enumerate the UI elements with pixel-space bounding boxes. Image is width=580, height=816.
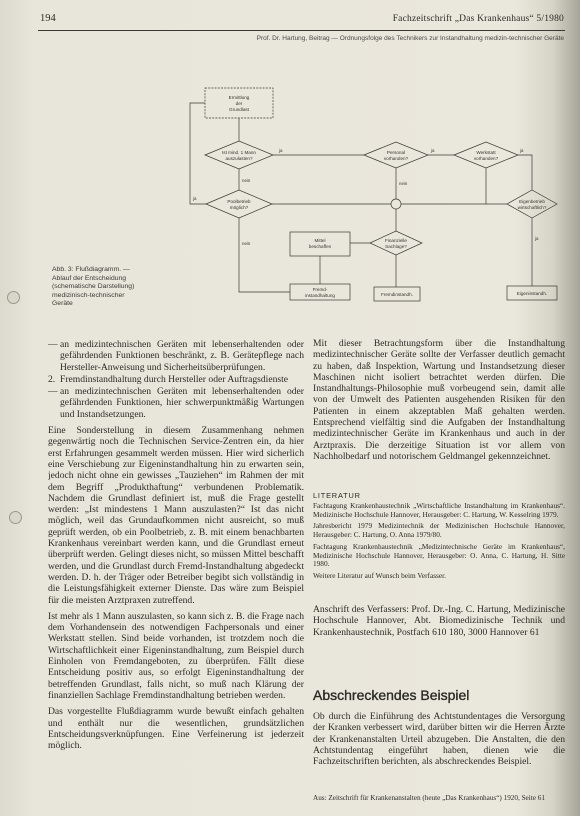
punch-hole-mark	[9, 511, 22, 524]
node-label: Fremd-	[312, 287, 328, 292]
sidebar-source: Aus: Zeitschrift für Krankenanstalten (heute „Das Krankenhaus“) 1920, Seite 61	[313, 794, 545, 802]
edge-label: ja	[431, 148, 435, 153]
list-item-text: an medizintechnischen Geräten mit lebenserhaltenden oder gefährdenden Funktionen, hier schwerpunktmäßig Wartungen und Instandsetzungen.	[60, 386, 304, 420]
figure-caption: Abb. 3: Flußdiagramm. — Ablauf der Entscheidung (schematische Darstellung) medizinisch-technischer Geräte	[52, 266, 135, 308]
reference-item: Fachtagung Krankenhaustechnik „Wirtschaftliche Instandhaltung im Krankenhaus“. Medizinische Hochschule Hannover, Herausgeber: C. Hartung, W. Kesselring 1979.	[313, 501, 565, 519]
right-column-paragraph: Mit dieser Betrachtungsform über die Instandhaltung medizintechnischer Geräte sollte der Verfasser deutlich gemacht zu haben, daß Inspektion, Wartung und Instandsetzung dieser Maschinen nicht isoliert betrachtet werden dürfen. Die Instandhaltungs-Philosophie muß vorbeugend sein, damit alle von der Umwelt des Patienten ausgehenden Risiken für den Patienten in einem akzeptablen Maß gehalten werden. Entsprechend vielfältig sind die Aufgaben der Instandhaltung medizintechnischer Geräte im Krankenhaus und auch in der Arztpraxis. Die derzeitige Situation ist vor allem von Nachholbedarf und notorischem Geldmangel gekennzeichnet.	[313, 338, 565, 462]
node-label: Ermittlung	[228, 95, 250, 100]
node-label: Eigenbetrieb	[519, 199, 545, 204]
edge	[239, 218, 290, 292]
flowchart-edge-labels	[192, 148, 539, 246]
edge-label: nein	[399, 181, 408, 186]
body-paragraph: Ist mehr als 1 Mann auszulasten, so kann sich z. B. die Frage nach dem Vorhandensein des notwendigen Fachpersonals und einer Werkstatt stellen. Sind beide vorhanden, ist trotzdem noch die Wirtschaftlichkeit einer Eigeninstandhaltung, zum Beispiel durch Einholen von Fremdangeboten, zu überprüfen. Fällt diese Entscheidung positiv aus, so erfolgt Eigeninstandhaltung der betreffenden Grundlast, falls nicht, so muß nach Klärung der finanziellen Sachlage Fremdinstandhaltung betrieben werden.	[48, 610, 304, 701]
punch-hole-mark	[7, 291, 20, 304]
header-rule	[38, 30, 565, 31]
junction-node	[391, 199, 401, 209]
sidebar-heading: Abschreckendes Beispiel	[313, 687, 470, 703]
node-label: Poolbetrieb	[227, 199, 251, 204]
edge	[190, 103, 206, 204]
list-item-text: an medizintechnischen Geräten mit lebenserhaltenden oder gefährdenden Funktionen beschränkt, z. B. Gerätepflege nach Hersteller-Anweisung und Sicherheitsüberprüfungen.	[60, 339, 304, 373]
list-marker: —	[48, 386, 58, 398]
node-label: Fremdinstandh.	[381, 292, 413, 297]
edge-label: nein	[242, 178, 251, 183]
literature-heading: LITERATUR	[313, 491, 361, 500]
edge-label: ja	[279, 148, 283, 153]
node-label: beschaffen	[308, 244, 332, 249]
decision-one-man	[205, 141, 273, 169]
decision-pool	[206, 190, 272, 218]
reference-item: Weitere Literatur auf Wunsch beim Verfasser.	[313, 570, 446, 580]
instandhaltung-list	[48, 339, 304, 420]
body-paragraph: Das vorgestellte Flußdiagramm wurde bewußt einfach gehalten und enthält nur die wesentlichen, grundsätzlichen Entscheidungsverknüpfungen. Eine Verfeinerung ist jederzeit möglich.	[48, 706, 304, 752]
edge-label: nein	[242, 241, 251, 246]
decision-economic	[507, 190, 557, 218]
node-label: Eigeninstandh.	[516, 291, 548, 296]
node-label: auszulasten?	[225, 156, 253, 161]
edge-label: ja	[520, 148, 524, 153]
left-column	[48, 339, 304, 814]
body-paragraph: Eine Sonderstellung in diesem Zusammenhang nehmen gegenwärtig noch die Technischen Service-Zentren ein, da hier erst Erfahrungen gesammelt werden müssen. Hier wird sicherlich eine Verschiebung zur Eigeninstandhaltung hin zu erwarten sein, jedoch nicht ohne ein gewisses „Tauziehen“ im Rahmen der mit dem Begriff „Produkthaftung“ verbundenen Problematik. Nachdem die Grundlast definiert ist, muß die Frage gestellt werden: „Ist mindestens 1 Mann auszulasten?“ Ist das nicht möglich, weil das Grundaufkommen nicht ausreicht, so muß geprüft werden, ob ein Poolbetrieb, z. B. mit einem benachbarten Krankenhaus vereinbart werden kann, und die Grundlast erneut überprüft werden. Gelingt dieses nicht, so müssen Mittel beschafft werden, und die Grundlast durch Fremd-Instandhaltung abgedeckt werden. D. h. der Träger oder Betreiber begibt sich vollständig in die Leistungsfähigkeit externer Dienste. Das wäre zum Beispiel für die meisten Arztpraxen zutreffend.	[48, 425, 304, 606]
decision-workshop	[454, 142, 518, 168]
node-label: vorhanden?	[473, 156, 499, 161]
node-label: Sachlage?	[385, 244, 407, 249]
page-number: 194	[40, 13, 56, 24]
edge-label: ja	[535, 236, 539, 241]
article-subhead: Prof. Dr. Hartung, Beitrag — Ordnungsfolge des Technikers zur Instandhaltung medizin-technischer Geräte	[256, 35, 564, 42]
flowchart-edges	[190, 103, 532, 292]
decision-finance	[370, 231, 422, 255]
list-marker: 2.	[48, 373, 56, 385]
decision-staff	[364, 142, 428, 168]
node-label: Finanzielle	[385, 238, 407, 243]
node-label: wirtschaftlich?	[517, 205, 547, 210]
list-marker: —	[48, 339, 58, 350]
edge	[518, 155, 532, 190]
list-item	[48, 374, 304, 385]
reference-list	[313, 502, 565, 583]
list-item	[48, 339, 304, 373]
node-label: möglich?	[229, 205, 249, 210]
list-item-text: Fremdinstandhaltung durch Hersteller oder Auftragsdienste	[60, 373, 289, 385]
sidebar-text: Ob durch die Einführung des Achtstundentages die Versorgung der Kranken verbessert wird, darüber bitten wir die Herren Ärzte der Krankenanstalten Urteil abzugeben. Die Anstalten, die den Achtstundentag eingeführt haben, dienen wie die Fachzeitschriften berichten, als abschreckendes Beispiel.	[313, 711, 565, 768]
flowchart-nodes	[205, 88, 557, 301]
node-label: Personal	[386, 150, 406, 155]
node-label: vorhanden?	[383, 156, 409, 161]
node-label: der	[235, 101, 243, 106]
node-label: Mittel	[314, 238, 326, 243]
edge-label: ja	[193, 196, 197, 201]
node-label: instandhaltung	[305, 293, 335, 298]
reference-item: Jahresbericht 1979 Medizintechnik der Medizinischen Hochschule Hannover, Herausgeber: C. Hartung, O. Anna 1979/80.	[313, 521, 565, 540]
running-head: Fachzeitschrift „Das Krankenhaus“ 5/1980	[392, 14, 564, 24]
node-label: Grundlast	[229, 107, 249, 112]
author-address: Anschrift des Verfassers: Prof. Dr.-Ing. C. Hartung, Medizinische Hochschule Hannover, Abt. Biomedizinische Technik und Krankenhaustechnik, Postfach 610 180, 3000 Hannover 61	[313, 604, 565, 638]
node-label: Werkstatt	[476, 150, 496, 155]
flowchart-labels	[222, 95, 547, 298]
flowchart	[180, 80, 570, 308]
node-label: Ist mind. 1 Mann	[222, 150, 256, 155]
reference-item: Fachtagung Krankenhaustechnik „Medizintechnische Geräte im Krankenhaus“, Medizinische Hochschule Hannover, Herausgeber: O. Anna, C. Hartung, H. Sitte 1980.	[313, 541, 565, 569]
list-item	[48, 386, 304, 420]
